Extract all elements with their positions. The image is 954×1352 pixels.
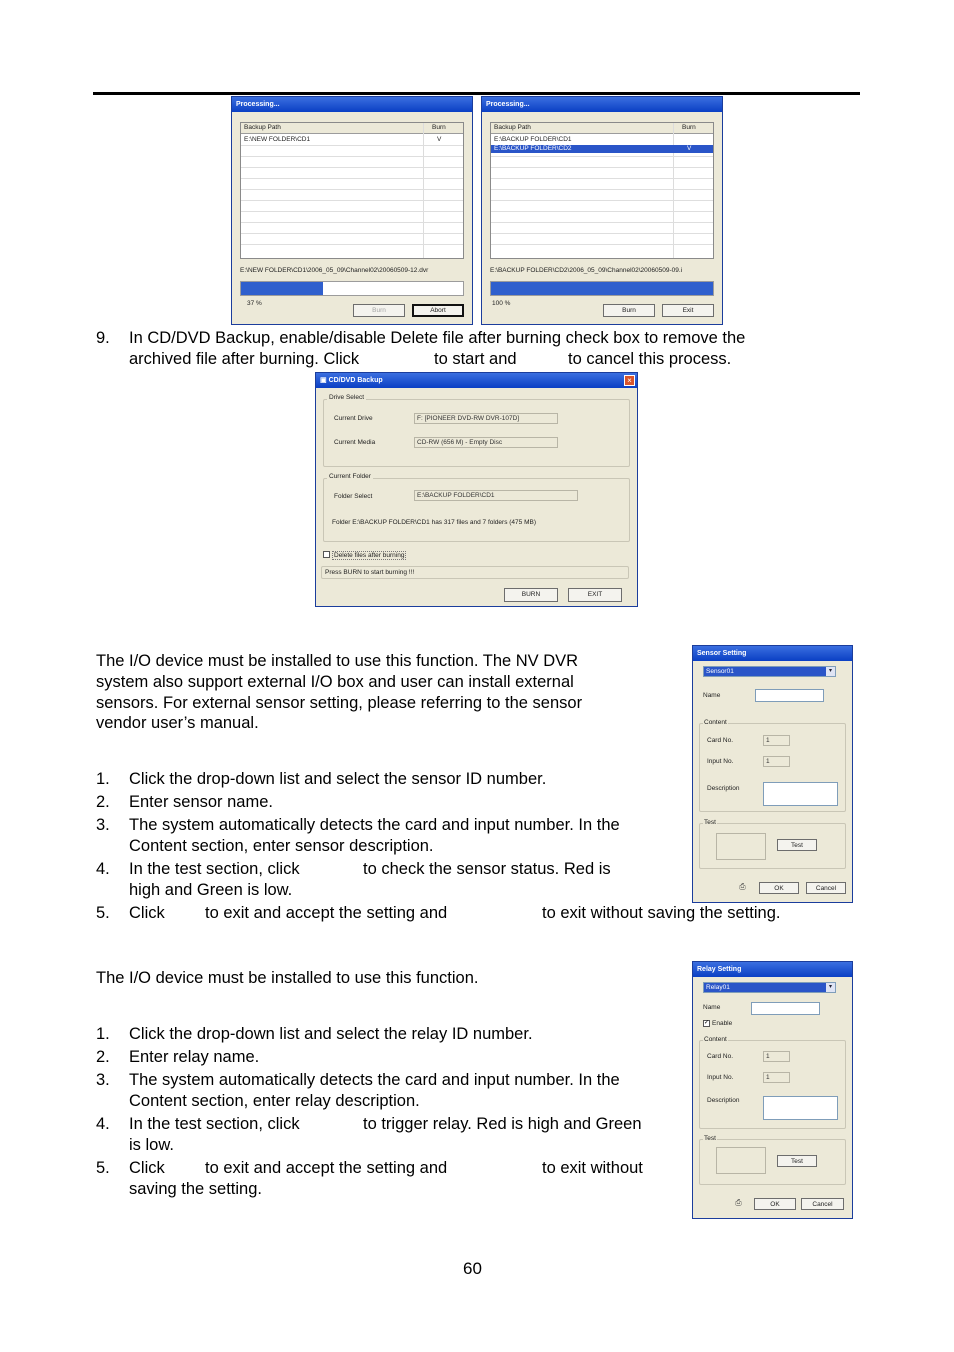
relay-step-1-number: 1. — [96, 1025, 110, 1043]
name-label: Name — [703, 692, 721, 699]
input-no-field: 1 — [763, 756, 790, 767]
burn-progress-bar — [490, 281, 714, 296]
sensor-step-3b: Content section, enter sensor description. — [129, 837, 434, 855]
content-legend: Content — [704, 1036, 727, 1043]
abort-button[interactable]: Abort — [412, 304, 464, 317]
cancel-button[interactable]: Cancel — [806, 882, 846, 894]
sensor-intro-1: The I/O device must be installed to use this function. The NV DVR — [96, 652, 579, 670]
progress-fill — [241, 282, 323, 295]
relay-step-1: Click the drop-down list and select the relay ID number. — [129, 1025, 533, 1043]
test-button[interactable]: Test — [777, 839, 817, 851]
description-label: Description — [707, 785, 740, 792]
sensor-step-5-3: to exit without saving the setting. — [542, 904, 781, 922]
step-9-number: 9. — [96, 329, 110, 347]
description-input[interactable] — [763, 782, 838, 806]
current-folder-group — [323, 478, 630, 542]
column-divider — [673, 123, 674, 258]
relay-step-4-number: 4. — [96, 1115, 110, 1133]
row-line — [241, 200, 463, 201]
delete-files-label[interactable]: Delete files after burning — [334, 552, 405, 559]
relay-step-4b: is low. — [129, 1136, 174, 1154]
burn-progress-bar — [240, 281, 464, 296]
sensor-step-4a-2: to check the sensor status. Red is — [363, 860, 611, 878]
step-9-line1: In CD/DVD Backup, enable/disable Delete file after burning check box to remove the — [129, 329, 746, 347]
backup-path-list[interactable] — [240, 122, 464, 259]
backup-path-list[interactable] — [490, 122, 714, 259]
sensor-step-3-number: 3. — [96, 816, 110, 834]
window-title: Relay Setting — [693, 962, 852, 977]
folder-select-label: Folder Select — [334, 493, 373, 500]
ok-button[interactable]: OK — [759, 882, 799, 894]
processing-window-left — [231, 96, 473, 325]
current-drive-field: F: [PIONEER DVD-RW DVR-107D] — [414, 413, 558, 424]
test-legend: Test — [704, 819, 716, 826]
row-line — [491, 178, 713, 179]
row-line — [491, 222, 713, 223]
row-line — [241, 189, 463, 190]
ok-button[interactable]: OK — [754, 1198, 796, 1210]
card-no-label: Card No. — [707, 1053, 734, 1060]
row-line — [491, 233, 713, 234]
test-status-indicator — [716, 1147, 766, 1174]
window-title: Processing... — [482, 97, 722, 112]
delete-files-checkbox[interactable] — [323, 551, 330, 558]
col-backup-path: Backup Path — [494, 124, 531, 131]
sensor-step-5-2: to exit and accept the setting and — [205, 904, 448, 922]
step-9-line2b: to start and — [434, 350, 517, 368]
drive-select-group — [323, 399, 630, 467]
cancel-button[interactable]: Cancel — [801, 1198, 844, 1210]
list-row-burn: V — [437, 136, 442, 143]
burn-button[interactable]: BURN — [504, 588, 558, 602]
burn-button[interactable]: Burn — [353, 304, 405, 317]
test-button[interactable]: Test — [777, 1155, 817, 1167]
column-divider — [423, 123, 424, 258]
row-line — [241, 178, 463, 179]
test-legend: Test — [704, 1135, 716, 1142]
folder-info-text: Folder E:\BACKUP FOLDER\CD1 has 317 files and 7 folders (475 MB) — [332, 519, 536, 526]
col-burn: Burn — [682, 124, 696, 131]
sensor-step-2-number: 2. — [96, 793, 110, 811]
exit-button[interactable]: Exit — [662, 304, 714, 317]
row-line — [241, 156, 463, 157]
status-text: Press BURN to start burning !!! — [325, 569, 415, 576]
test-status-indicator — [716, 833, 766, 860]
sensor-step-4a-1: In the test section, click — [129, 860, 300, 878]
page-number: 60 — [463, 1259, 482, 1278]
sensor-intro-2: system also support external I/O box and user can install external — [96, 673, 574, 691]
relay-step-4a-2: to trigger relay. Red is high and Green — [363, 1115, 642, 1133]
relay-step-3-number: 3. — [96, 1071, 110, 1089]
sensor-step-5-1: Click — [129, 904, 165, 922]
relay-step-3a: The system automatically detects the card and input number. In the — [129, 1071, 620, 1089]
row-line — [241, 211, 463, 212]
current-drive-label: Current Drive — [334, 415, 373, 422]
drive-select-legend: Drive Select — [329, 394, 365, 401]
progress-percent: 100 % — [492, 300, 511, 307]
relay-name-input[interactable] — [751, 1002, 820, 1015]
enable-checkbox[interactable]: ✓ — [704, 1020, 710, 1026]
row-line — [491, 167, 713, 168]
sensor-setting-dialog — [692, 645, 853, 903]
list-row-burn: V — [687, 145, 692, 152]
sensor-id-selected: Sensor01 — [706, 668, 734, 675]
step-9-line2a: archived file after burning. Click — [129, 350, 360, 368]
row-line — [241, 233, 463, 234]
sensor-step-1: Click the drop-down list and select the sensor ID number. — [129, 770, 547, 788]
card-no-field: 1 — [763, 1051, 790, 1062]
col-backup-path: Backup Path — [244, 124, 281, 131]
row-line — [241, 222, 463, 223]
row-line — [491, 244, 713, 245]
relay-step-5-3: to exit without — [542, 1159, 643, 1177]
relay-intro: The I/O device must be installed to use this function. — [96, 969, 479, 987]
name-label: Name — [703, 1004, 721, 1011]
window-title: Sensor Setting — [693, 646, 852, 661]
exit-button[interactable]: EXIT — [568, 588, 622, 602]
current-media-field: CD-RW (656 M) - Empty Disc — [414, 437, 558, 448]
sensor-step-4b: high and Green is low. — [129, 881, 293, 899]
input-no-field: 1 — [763, 1072, 790, 1083]
relay-step-2-number: 2. — [96, 1048, 110, 1066]
card-no-label: Card No. — [707, 737, 734, 744]
processing-window-right — [481, 96, 723, 325]
close-icon[interactable]: × — [624, 375, 635, 386]
chevron-down-icon[interactable]: ▾ — [826, 983, 835, 992]
progress-fill — [491, 282, 713, 295]
sensor-intro-4: vendor user’s manual. — [96, 714, 259, 732]
description-label: Description — [707, 1097, 740, 1104]
input-no-label: Input No. — [707, 1074, 734, 1081]
row-line — [241, 244, 463, 245]
list-row-path[interactable]: E:\BACKUP FOLDER\CD1 — [494, 136, 572, 143]
relay-step-3b: Content section, enter relay description. — [129, 1092, 420, 1110]
col-burn: Burn — [432, 124, 446, 131]
step-9-line2c: to cancel this process. — [568, 350, 732, 368]
input-no-label: Input No. — [707, 758, 734, 765]
relay-setting-dialog — [692, 961, 853, 1219]
row-line — [241, 167, 463, 168]
sensor-step-5-number: 5. — [96, 904, 110, 922]
content-legend: Content — [704, 719, 727, 726]
window-icon: ▣ — [320, 377, 329, 384]
folder-select-field[interactable]: E:\BACKUP FOLDER\CD1 — [414, 490, 578, 501]
sensor-intro-3: sensors. For external sensor setting, please referring to the sensor — [96, 694, 583, 712]
relay-step-5-2: to exit and accept the setting and — [205, 1159, 448, 1177]
window-title: Processing... — [232, 97, 472, 112]
header-rule — [93, 92, 860, 95]
relay-step-5-1: Click — [129, 1159, 165, 1177]
relay-step-5b: saving the setting. — [129, 1180, 262, 1198]
burn-button[interactable]: Burn — [603, 304, 655, 317]
relay-step-2: Enter relay name. — [129, 1048, 260, 1066]
relay-id-dropdown[interactable] — [703, 982, 836, 993]
sensor-step-1-number: 1. — [96, 770, 110, 788]
current-folder-legend: Current Folder — [329, 473, 371, 480]
printer-icon[interactable]: ⎙ — [735, 1198, 742, 1207]
sensor-step-2: Enter sensor name. — [129, 793, 273, 811]
enable-label[interactable]: Enable — [712, 1020, 733, 1027]
window-title — [316, 373, 637, 388]
printer-icon[interactable]: ⎙ — [739, 882, 746, 891]
sensor-step-4-number: 4. — [96, 860, 110, 878]
sensor-id-dropdown[interactable] — [703, 666, 836, 677]
row-line — [491, 156, 713, 157]
description-input[interactable] — [763, 1096, 838, 1120]
list-row-path[interactable]: E:\NEW FOLDER\CD1 — [244, 136, 311, 143]
current-file-path: E:\BACKUP FOLDER\CD2\2006_05_09\Channel02\20060509-09.i — [490, 267, 683, 274]
sensor-step-3a: The system automatically detects the card and input number. In the — [129, 816, 620, 834]
list-row-path-selected[interactable]: E:\BACKUP FOLDER\CD2 — [494, 145, 572, 152]
row-line — [241, 145, 463, 146]
relay-step-5-number: 5. — [96, 1159, 110, 1177]
cd-dvd-backup-window — [315, 372, 638, 607]
current-file-path: E:\NEW FOLDER\CD1\2006_05_09\Channel02\20060509-12.dvr — [240, 267, 429, 274]
progress-percent: 37 % — [247, 300, 262, 307]
card-no-field: 1 — [763, 735, 790, 746]
current-media-label: Current Media — [334, 439, 376, 446]
row-line — [491, 189, 713, 190]
row-line — [491, 200, 713, 201]
relay-step-4a-1: In the test section, click — [129, 1115, 300, 1133]
relay-id-selected: Relay01 — [706, 984, 730, 991]
row-line — [491, 211, 713, 212]
sensor-name-input[interactable] — [755, 689, 824, 702]
chevron-down-icon[interactable]: ▾ — [826, 667, 835, 676]
window-title-text: CD/DVD Backup — [328, 377, 383, 384]
